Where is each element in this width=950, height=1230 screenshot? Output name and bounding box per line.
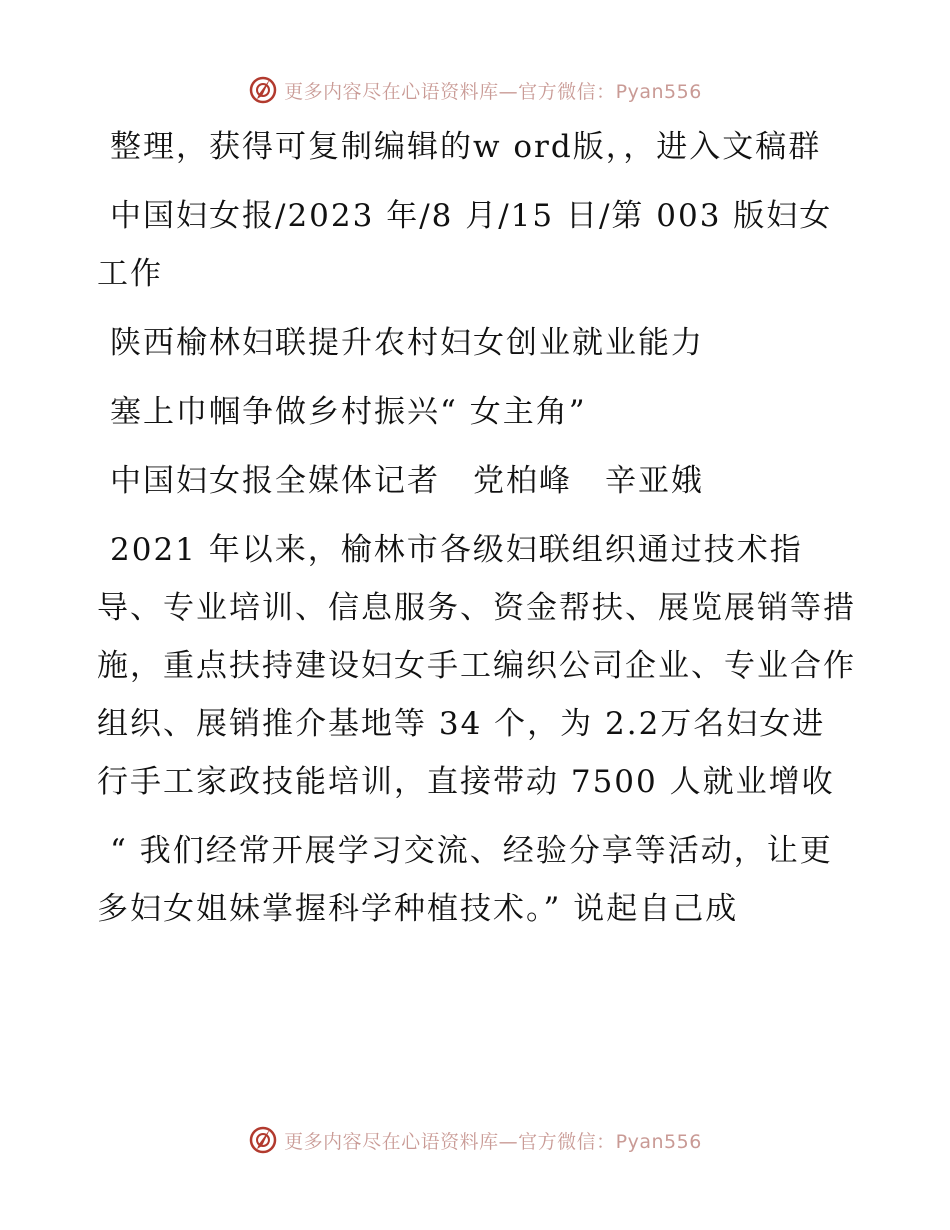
document-body bbox=[97, 118, 857, 949]
footer-watermark bbox=[0, 1120, 950, 1160]
body-paragraph: “ 我们经常开展学习交流、经验分享等活动，让更多妇女姐妹掌握科学种植技术。” 说起自己成 bbox=[97, 833, 833, 927]
body-paragraph: 2021 年以来，榆林市各级妇联组织通过技术指导、专业培训、信息服务、资金帮扶、展览展销等措施，重点扶持建设妇女手工编织公司企业、专业合作组织、展销推介基地等 34 个，为 2.2万名妇女进行手工家政技能培训，直接带动 7500 人就业增收 bbox=[97, 532, 856, 800]
intro-line: 整理，获得可复制编辑的w ord版，，进入文稿群 bbox=[110, 129, 822, 165]
brand-logo-icon bbox=[248, 1125, 278, 1155]
article-subheadline: 塞上巾帼争做乡村振兴“ 女主角” bbox=[110, 394, 587, 430]
watermark-text: 更多内容尽在心语资料库—官方微信：Pyan556 bbox=[284, 80, 702, 103]
article-headline: 陕西榆林妇联提升农村妇女创业就业能力 bbox=[110, 325, 704, 361]
byline: 中国妇女报全媒体记者 党柏峰 辛亚娥 bbox=[110, 463, 704, 499]
brand-logo-icon bbox=[248, 75, 278, 105]
source-line: 中国妇女报/2023 年/8 月/15 日/第 003 版妇女工作 bbox=[97, 198, 833, 292]
watermark-text: 更多内容尽在心语资料库—官方微信：Pyan556 bbox=[284, 1130, 702, 1153]
header-watermark bbox=[0, 70, 950, 110]
